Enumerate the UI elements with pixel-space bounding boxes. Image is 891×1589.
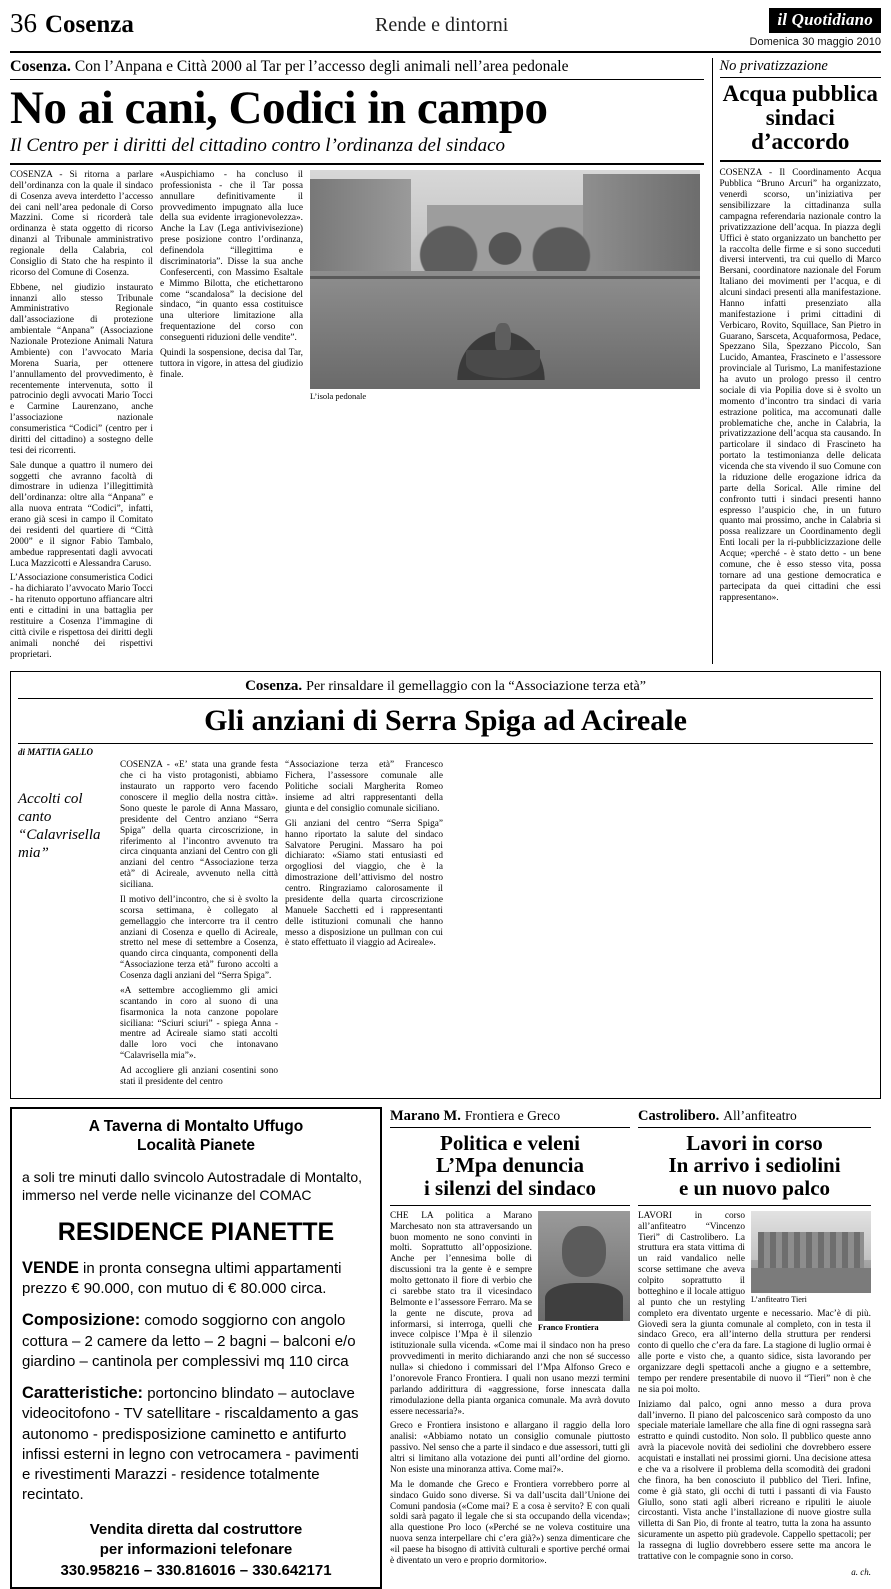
article3-headline-line-3: i silenzi del sindaco: [423, 1176, 597, 1201]
article4-headline-line-1: Lavori in corso: [686, 1130, 823, 1155]
photo-planter-bowl: [466, 350, 540, 378]
paragraph: Ma le domande che Greco e Frontiera vorrebbero porre al sindaco Guido sono diverse. Si va dall’uscita dall’Unione dei Comuni pandosia («Come mai? E a cosa è servito? E con quali soldi sarà pagato il legale che si sta occupando della vicenda»; alla questione Pro loco («Perché se ne voleva costituire una nuova senza interpellare chi c’era già?») senza dimenticare che «il paese ha bisogno di attività culturali e sportive perché ormai è diventato un vero e proprio dormitorio».: [390, 1479, 630, 1566]
article4-body: [638, 1211, 871, 1563]
article2-columns: [18, 760, 873, 1091]
top-section: [10, 58, 881, 664]
side-kicker: No privatizzazione: [720, 58, 881, 78]
side-headline: Acqua pubblica sindaci d’accordo: [720, 82, 881, 162]
article3-kicker-text: Frontiera e Greco: [464, 1107, 561, 1123]
article-marano: [390, 1107, 630, 1589]
article3-body: [390, 1211, 630, 1567]
article3-photo-caption: Franco Frontiera: [538, 1322, 599, 1332]
article2-headline: Gli anziani di Serra Spiga ad Acireale: [18, 704, 873, 744]
lead-photo-caption: L’isola pedonale: [310, 390, 367, 401]
lead-column-2: [160, 170, 303, 665]
paragraph: Greco e Frontiera insistono e allargano il raggio della loro analisi: «Abbiamo notato un consiglio comunale piuttosto passivo. Nel senso che a parte il sindaco e due assessori, tutti gli altri si limitano alla votazione dei punti all’ordine del giorno. Non esiste una minoranza attiva. Come mai?».: [390, 1421, 630, 1475]
article-serra-spiga: [10, 671, 881, 1098]
article4-kicker-bold: Castrolibero.: [638, 1107, 720, 1124]
article3-headline: [390, 1132, 630, 1206]
photo-building-left: [310, 179, 411, 284]
section-title: Cosenza: [45, 11, 134, 38]
article3-headline-line-2: L’Mpa denuncia: [435, 1153, 584, 1178]
article3-kicker: [390, 1107, 630, 1128]
paragraph: Quindi la sospensione, decisa dal Tar, tuttora in vigore, in attesa del giudizio finale.: [160, 347, 303, 380]
lead-column-1: [10, 170, 153, 665]
paragraph: “Associazione terza età” Francesco Fichera, l’assessore comunale alle Politiche sociali Margherita Romeo insieme ad altri rappresentanti della giunta e del consiglio comunale siciliano.: [285, 760, 443, 814]
article4-kicker-text: All’anfiteatro: [723, 1107, 797, 1123]
photo2-ground: [751, 1268, 871, 1293]
article4-headline: [638, 1132, 871, 1206]
article4-signoff: a. ch.: [851, 1566, 871, 1577]
ad-title-line-1: A Taverna di Montalto Uffugo: [88, 1117, 304, 1135]
ad-title-line-2: Località Pianete: [136, 1137, 255, 1155]
ad-caratteristiche: [22, 1382, 370, 1506]
article2-pullquote: Accolti col canto “Calavrisella mia”: [18, 791, 101, 862]
issue-date: Domenica 30 maggio 2010: [749, 36, 881, 48]
lead-kicker-bold: Cosenza.: [10, 58, 71, 75]
lead-subhead: Il Centro per i diritti del cittadino contro l’ordinanza del sindaco: [10, 135, 704, 165]
lead-headline: No ai cani, Codici in campo: [10, 82, 548, 134]
masthead-right: [750, 8, 881, 48]
article2-column-2: [285, 760, 443, 1091]
article2-kicker: [18, 677, 873, 699]
photo2-structure: [758, 1232, 864, 1270]
lead-photo-block: [310, 170, 700, 665]
lead-kicker-text: Con l’Anpana e Città 2000 al Tar per l’accesso degli animali nell’area pedonale: [74, 58, 569, 75]
ad-composizione: [22, 1309, 370, 1372]
masthead: [10, 8, 881, 53]
amphitheatre-photo: [751, 1211, 871, 1293]
article4-kicker: [638, 1107, 871, 1128]
page-number: 36: [10, 8, 37, 38]
article2-kicker-bold: Cosenza.: [245, 678, 303, 695]
ad-big-title: RESIDENCE PIANETTE: [57, 1217, 335, 1246]
article3-headline-line-1: Politica e veleni: [440, 1130, 580, 1155]
paragraph: Ebbene, nel giudizio instaurato innanzi allo stesso Tribunale Amministrativo Regionale dall’associazione di protezione ambientale “Anpana” (Associazione Nazionale Protezione Animali Natura Ambiente) con l’avvocato Maria Morena Suaria, per ottenere l’annullamento del provvedimento, è recentemente intervenuta, sotto il patrocinio degli avvocati Mario Tocci e Carmine Laurenzano, anche l’associazione nazionale consumeristica “Codici” (centro per i diritti del cittadino) a sostegno delle tesi dei ricorrenti.: [10, 282, 153, 456]
portrait-body: [545, 1283, 622, 1320]
paragraph: «A settembre accogliemmo gli amici scantando in coro al suono di una fisarmonica la nota canzone popolare siciliana: “Sciuri sciuri” - spiega Anna - mentre ad Acireale siamo stati accolti dalle loro voci che intonavano “Calavrisella mia”».: [120, 985, 278, 1062]
ad-composizione-text: comodo soggiorno con angolo cottura – 2 camere da letto – 2 bagni – balconi e/o giardino – cantinola per complessivi mq 110 circa: [22, 1312, 356, 1370]
ad-footer-line-2: per informazioni telefonare: [99, 1540, 293, 1558]
ad-vende-text: in pronta consegna ultimi appartamenti prezzo € 90.000, con mutuo di € 80.000 circa.: [22, 1259, 342, 1298]
paragraph: COSENZA - Si ritorna a parlare dell’ordinanza con la quale il sindaco di Cosenza aveva interdetto l’accesso dei cani nell’area pedonale di Corso Mazzini. Come si ricorderà tale ordinanza è stata oggetto di ricorso dinanzi al Tribunale amministrativo regionale della Calabria, col Consiglio di Stato che ha respinto il ricorso del Comune di Cosenza.: [10, 169, 153, 278]
paragraph: COSENZA - «E’ stata una grande festa che ci ha visto protagonisti, abbiamo instaurato un rapporto vero facendo conoscere il meglio della nostra città». Sono queste le parole di Anna Massaro, presidente del Centro anziano “Serra Spiga” della quarta circoscrizione, in riferimento al l’incontro avvenuto tra circa cinquanta anziani del Centro con gli anziani del centro “Associazione terza età” di Acireale, avvenuto nella città siciliana.: [120, 760, 278, 891]
article4-headline-line-2: In arrivo i sediolini: [668, 1153, 841, 1178]
masthead-left: [10, 8, 134, 39]
paragraph: Il motivo dell’incontro, che si è svolto la scorsa settimana, è collegato al gemellaggio che intercorre tra il centro anziani di Cosenza e quello di Acireale, stretto nel mese di settembre a Cosenza, quando circa cinquanta, componenti della “Associazione terza età” furono accolti a Cosenza dagli anziani del “Serra Spiga”.: [120, 894, 278, 982]
article2-byline: di MATTIA GALLO: [18, 747, 94, 758]
pedestrian-street-photo: [310, 170, 700, 389]
lead-article: [10, 58, 704, 664]
page-subsection: Rende e dintorni: [375, 14, 509, 36]
ad-intro: a soli tre minuti dallo svincolo Autostradale di Montalto, immerso nel verde nelle vicinanze del COMAC: [22, 1168, 363, 1203]
paragraph: Sale dunque a quattro il numero dei soggetti che avranno facoltà di dimostrare in udienza l’illegittimità dell’ordinanza: oltre alla “Anpana” e alla nuova entrata “Codici”, infatti, erano già scesi in campo il Comitato dei residenti del quartiere di “Città 2000” e il signor Fabio Tambalo, ambedue rappresentati dagli avvocati Luca Mazzicotti e Alessandra Caruso.: [10, 460, 153, 569]
article4-headline-line-3: e un nuovo palco: [678, 1176, 831, 1201]
ad-composizione-label: Composizione:: [22, 1311, 141, 1330]
portrait-photo: [538, 1211, 630, 1321]
article4-photo-caption: L’anfiteatro Tieri: [751, 1294, 807, 1304]
ad-vende-label: VENDE: [22, 1258, 79, 1277]
ad-caratteristiche-label: Caratteristiche:: [22, 1384, 144, 1403]
portrait-head: [562, 1226, 606, 1277]
paragraph: Gli anziani del centro “Serra Spiga” hanno riportato la salute del sindaco Salvatore Perugini. Massaro ha poi dichiarato: «Siamo stati entusiasti ed orgogliosi del viaggio, che è la dimostrazione dell’attivismo del nostro centro. Ringraziamo calorosamente il presidente della quarta circoscrizione Manuele Sacchetti ed i rappresentanti delle istituzioni comunali che hanno messo a disposizione un pullman con cui è stato effettuato il viaggio ad Acireale».: [285, 818, 443, 949]
paragraph: Ad accogliere gli anziani cosentini sono stati il presidente del centro: [120, 1066, 278, 1087]
bottom-section: [10, 1107, 881, 1589]
article3-kicker-bold: Marano M.: [390, 1107, 461, 1124]
advertisement-residence-pianette: [10, 1107, 382, 1589]
paragraph: L’Associazione consumeristica Codici - ha dichiarato l’avvocato Mario Tocci - ha ritenuto opportuno affiancare altri enti e cittadini in una battaglia per restituire a Cosenza l’immagine di città civile e rispettosa dei diritti degli animali nonché dei rispettivi proprietari.: [10, 573, 153, 660]
article2-column-1: [120, 760, 278, 1091]
ad-caratteristiche-text: portoncino blindato – autoclave videocitofono - TV satellitare - riscaldamento a gas autonomo - predisposizione caminetto e antifurto infissi esterni in legno con vetrocamera - pavimenti e rivestimenti Marazzi - residence totalmente recintato.: [22, 1385, 359, 1504]
lead-body-row: [10, 170, 704, 665]
paragraph: LAVORI in corso all’anfiteatro “Vincenzo Tieri” di Castrolibero. La struttura era stata vittima di un raid vandalico nelle scorse settimane che aveva colpito soprattutto il botteghino e il locale attiguo al punto che un restyling completo era diventato urgente e necessario. Mac’è di più. Giovedì sera la giunta comunale al completo, con in testa il sindaco Greco, era all’interno della struttura per rendersi conto di quello che c’era da fare. La stagione di luglio ormai è alle porte e visto che, a quanto sidice, sista lavorando per organizzare degli spettacoli anche a giugno e a settembre, tempo per rendere presentabile di nuovo il “Tieri” non è che ne sia poi molto.: [638, 1210, 871, 1395]
paragraph: COSENZA - Il Coordinamento Acqua Pubblica “Bruno Arcuri” ha organizzato, venerdì scorso, un’iniziativa per sensibilizzare la cittadinanza sulla campagna referendaria nazionale contro la privatizzazione dell’acqua. In piazza degli Uffici è stato organizzato un banchetto per la raccolta delle firme e si sono succeduti diversi interventi, tra cui quello di Marco Bersani, coordinatore nazionale del Forum Italiano dei movimenti per l’acqua, e di alcuni sindaci presenti alla manifestazione. Hanno infatti presenziato alla manifestazione i primi cittadini di Verbicaro, Rovito, Squillace, San Pietro in Guarano, Sarsceta, Acquaformosa, Pedace, Spezzano Sila, Spezzano Piccolo, San Lucido, Amantea, Frascineto e l’assessore provinciale al Turismo, La manifestazione ha avuto un prologo presso il centro sociale di via Popilia dove si è svolto un momento d’incontro tra sindaci di varia estrazione politica, ma accomunati dalle problematiche che, anche in Calabria, la privatizzazione dell’acqua sta causando. In particolare il sindaco di Frascineto ha portato la testimonianza delle delicata vicenda che sta vivendo il suo Comune con la riduzione delle erogazione idrica da parte della Sorical. Alle rimine del confronto tutti i sindaci presenti hanno espresso l’auspicio che, in un futuro quanto mai prossimo, anche in Calabria si possa realizzare un Coordinamento degli Enti locali per la ri-pubblicizzazione delle Acque; «perché - è stato detto - un bene comune, che è esso stesso vita, possa tornare ad una gestione democratica e partecipata da quei cittadini che essi rappresentano».: [719, 168, 881, 603]
newspaper-logo: il Quotidiano: [769, 8, 881, 33]
article-castrolibero: [638, 1107, 871, 1589]
photo-kerb: [310, 276, 700, 279]
lead-kicker: [10, 58, 704, 80]
ad-vende: [22, 1257, 370, 1300]
paragraph: CHE LA politica a Marano Marchesato non sta attraversando un buon momento ne sono convinti in molti. Soprattutto all’opposizione. Anche per l’ennesima bolle di discussioni tra la gente è e sempre molto gettonato il fiore di verbio che ci sarebbe stato tra il vicesindaco Belmonte e l’assessore Ferraro. Ma se la gente ne discute, prova ad informarsi, si interroga, quelli che invece colpisce l’Mpa è il silenzio istituzionale sulla vicenda. «Come mai il sindaco non ha preso provvedimenti in merito dichiarando anzi che non sé successo nulla» si chiedono i commissari del l’Mpa Alfonso Greco e l’onorevole Franco Frontiera. I quali non usano mezzi termini parlando addirittura di «aggressione, forse innescata dalla rimodulazione della pianta organica comunale. Ma avrà dovuto essere necessaria?».: [390, 1210, 630, 1417]
side-article: [712, 58, 881, 664]
ad-phone-numbers: 330.958216 – 330.816016 – 330.642171: [60, 1562, 332, 1580]
article2-kicker-text: Per rinsaldare il gemellaggio con la “Associazione terza età”: [306, 679, 646, 695]
paragraph: Iniziamo dal palco, ogni anno messo a dura prova dall’inverno. Il piano del palcoscenico sarà composto da uno speciale materiale lamellare che alla fine di ogni rassegna sarà estratto e quindi custodito. Non solo. Il pubblico queste anno avrà la piacevole novità dei sediolini che dovrebbero essere acquistati e installati nei prossimi giorni. Una decisione attesa e che va a risolvere il problema della scomodità dei gradoni che finora, ha ben conosciuto il pubblico del Tieri. Infine, come è già stato, gli occhi di tutti i passanti di via Fausto Giullo, sono stati agli alberi ricreano e ripuliti le aiuole circostanti. Vista anche l’installazione di nuove giostre sulla villetta di San Pio, di fronte al teatro, tutta la zona ha assunto sicuramente un aspetto più gradevole. Cappello spettacoli; per la rassegna di luglio dovrebbero essere sette ma ancora le trattative con le compagnie sono in corso.: [638, 1399, 871, 1562]
side-body: [720, 168, 881, 603]
ad-footer-line-1: Vendita diretta dal costruttore: [89, 1520, 303, 1538]
paragraph: «Auspichiamo - ha concluso il professionista - che il Tar possa annullare definitivamente il provvedimento impugnato alla luce della sua evidente irragionevolezza». Anche la Lav (Lega antivivisezione) prese posizione contro l’ordinanza, definendola “illegittima e discriminatoria”. Disse la sua anche Confesercenti, con Massimo Esaltale e Mimmo Bilotta, che etichettarono come “scandalosa” la decisione del sindaco, “in quanto essa costituisce una ulteriore limitazione alla frequentazione del corso con conseguenti riduzioni delle vendite”.: [160, 169, 303, 344]
